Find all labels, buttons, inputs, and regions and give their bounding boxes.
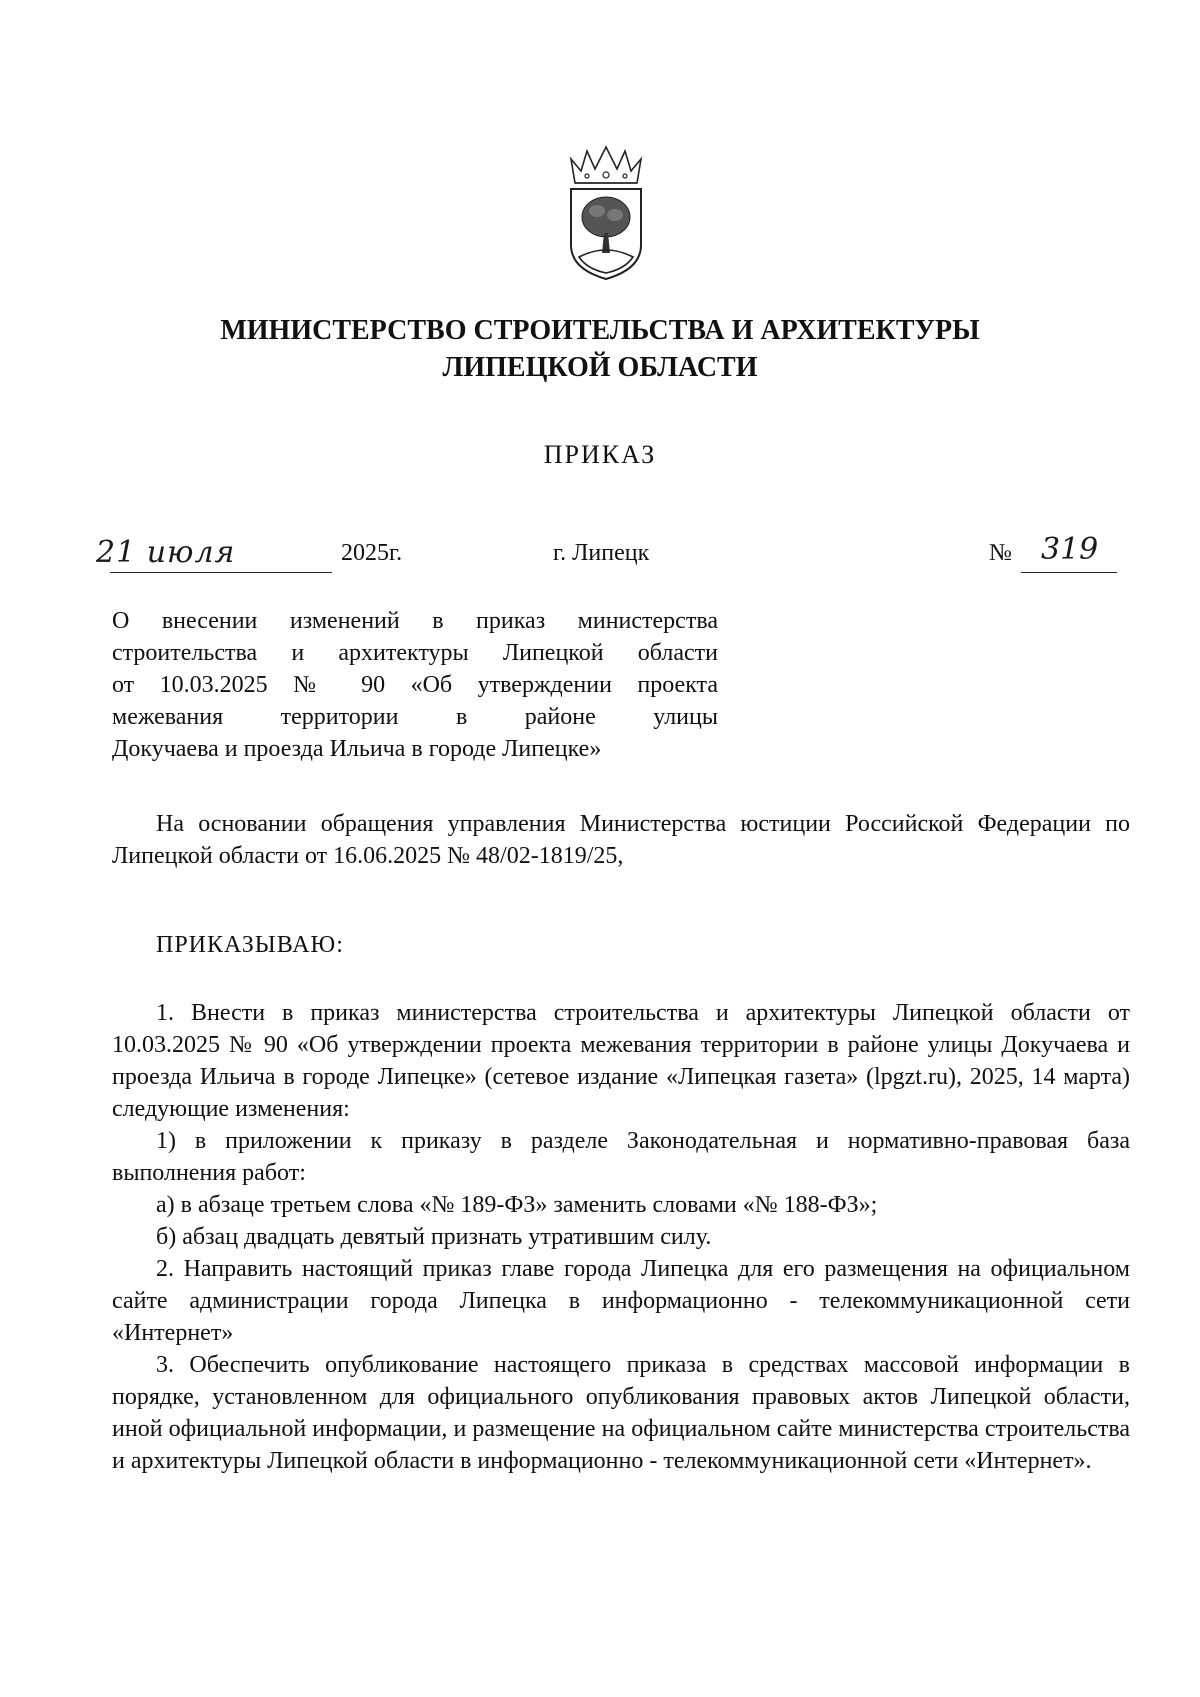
basis-text: На основании обращения управления Министерства юстиции Российской Федерации по Липецкой области от 16.06.2025 № 48/02-1819/25, [112,811,1130,869]
subject-line: О внесении изменений в приказ министерства [112,608,718,634]
order-item-3: 3. Обеспечить опубликование настоящего приказа в средствах массовой информации в порядке, установленном для официального опубликования правовых актов Липецкой области, иной официальной информации, и размещение на официальном сайте министерства строительства и архитектуры Липецкой области в информационно - телекоммуникационной сети «Интернет». [112,1352,1130,1474]
handwritten-number: 319 [1041,532,1099,567]
basis-paragraph [112,808,1130,872]
order-items [112,997,1130,1477]
order-item-1-1: 1) в приложении к приказу в разделе Законодательная и нормативно-правовая база выполнения работ: [112,1128,1130,1186]
subject-line: строительства и архитектуры Липецкой области [112,640,718,666]
coat-of-arms-icon [565,145,647,283]
subject-line: межевания территории в районе улицы [112,704,718,730]
ministry-title [0,312,1200,386]
document-year: 2025г. [341,540,403,566]
document-city: г. Липецк [553,540,650,566]
document-type: ПРИКАЗ [543,440,657,469]
order-item-1-1b: б) абзац двадцать девятый признать утратившим силу. [156,1224,712,1250]
document-subject [112,605,718,765]
order-heading: ПРИКАЗЫВАЮ: [156,932,344,958]
order-item-1-1a: а) в абзаце третьем слова «№ 189-ФЗ» заменить словами «№ 188-ФЗ»; [156,1192,878,1218]
handwritten-date: 21 июля [96,535,236,570]
ministry-title-line1: МИНИСТЕРСТВО СТРОИТЕЛЬСТВА И АРХИТЕКТУРЫ [220,315,980,346]
subject-line: от 10.03.2025 № 90 «Об утверждении проекта [112,672,718,698]
subject-line: Докучаева и проезда Ильича в городе Липецке» [112,736,602,762]
order-item-1: 1. Внести в приказ министерства строительства и архитектуры Липецкой области от 10.03.2025 № 90 «Об утверждении проекта межевания территории в районе улицы Докучаева и проезда Ильича в городе Липецке» (сетевое издание «Липецкая газета» (lpgzt.ru), 2025, 14 марта) следующие изменения: [112,1000,1130,1122]
number-sign: № [989,540,1012,566]
order-item-2: 2. Направить настоящий приказ главе города Липецка для его размещения на официальном сайте администрации города Липецка в информационно - телекоммуникационной сети «Интернет» [112,1256,1130,1346]
ministry-title-line2: ЛИПЕЦКОЙ ОБЛАСТИ [442,352,758,383]
